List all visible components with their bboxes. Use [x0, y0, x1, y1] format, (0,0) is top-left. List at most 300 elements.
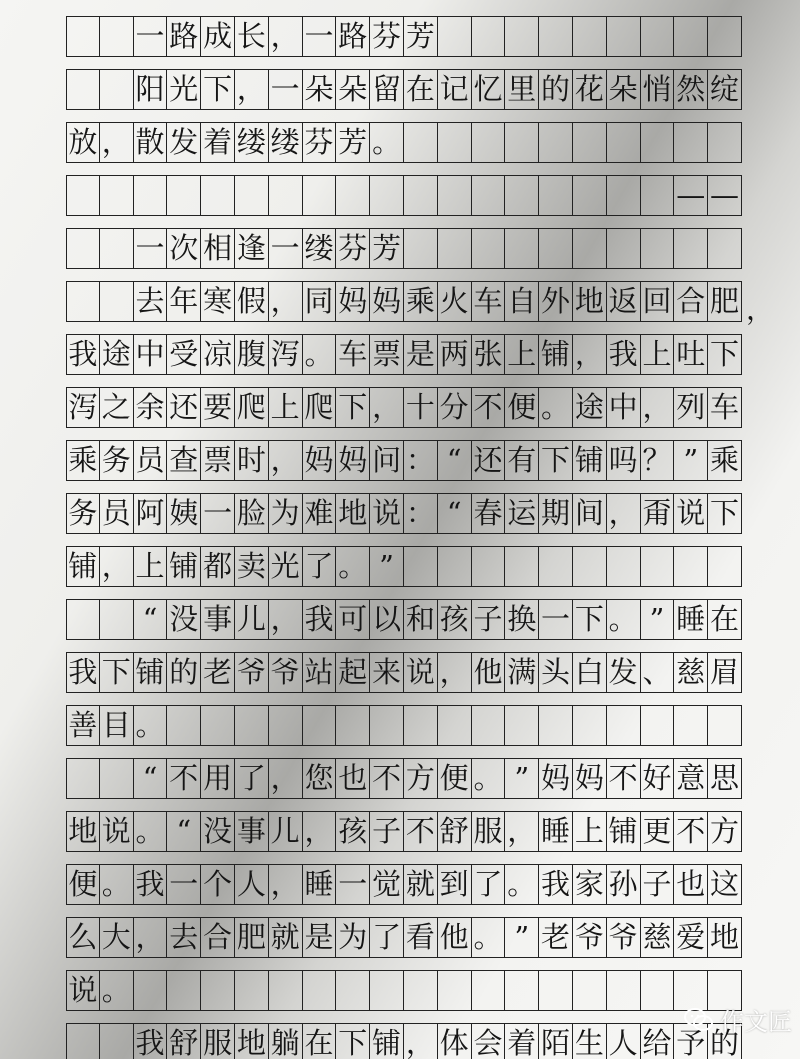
grid-cell: [472, 17, 506, 56]
grid-cell: 就: [269, 918, 303, 957]
grid-cell: [438, 176, 472, 215]
wechat-icon: [684, 1007, 714, 1033]
grid-cell: 年: [167, 282, 201, 321]
grid-row: [66, 228, 742, 269]
grid-cell: [269, 176, 303, 215]
grid-cell: [573, 17, 607, 56]
grid-cell: 的: [708, 1024, 742, 1059]
grid-cell: [235, 176, 269, 215]
grid-cell: 路: [336, 17, 370, 56]
grid-cell: 朵: [607, 70, 641, 109]
grid-cell: 给: [641, 1024, 675, 1059]
grid-cell: [674, 17, 708, 56]
grid-cell: 上: [505, 335, 539, 374]
grid-cell: 一: [134, 229, 168, 268]
grid-cell: [201, 971, 235, 1010]
grid-cell: 站: [303, 653, 337, 692]
grid-cell: [674, 123, 708, 162]
grid-cell: 甭: [641, 494, 675, 533]
grid-cell: 列: [674, 388, 708, 427]
grid-cell: 他: [472, 653, 506, 692]
grid-cell: 同: [303, 282, 337, 321]
grid-cell: [404, 547, 438, 586]
grid-cell: 也: [674, 865, 708, 904]
grid-cell: 了: [370, 918, 404, 957]
grid-cell: [370, 706, 404, 745]
grid-cell: [573, 123, 607, 162]
grid-cell: 一: [539, 600, 573, 639]
grid-cell: [66, 229, 100, 268]
grid-cell: 合: [201, 918, 235, 957]
grid-cell: ，: [134, 918, 168, 957]
grid-row: [66, 652, 742, 693]
grid-cell: ，: [269, 600, 303, 639]
grid-cell: 朵: [303, 70, 337, 109]
grid-cell: 发: [167, 123, 201, 162]
grid-cell: 没: [201, 812, 235, 851]
grid-cell: 。: [607, 600, 641, 639]
grid-cell: 芳: [404, 17, 438, 56]
grid-cell: 不: [167, 759, 201, 798]
grid-cell: 下: [201, 70, 235, 109]
grid-cell: 。: [303, 335, 337, 374]
grid-cell: 合: [674, 282, 708, 321]
grid-cell: 逢: [235, 229, 269, 268]
grid-cell: [100, 1024, 134, 1059]
grid-cell: ”: [641, 600, 675, 639]
grid-cell: 乘: [66, 441, 100, 480]
grid-cell: 票: [201, 441, 235, 480]
grid-cell: 肥: [708, 282, 742, 321]
grid-cell: 。: [100, 971, 134, 1010]
grid-cell: 地: [66, 812, 100, 851]
grid-cell: 人: [607, 1024, 641, 1059]
grid-cell: 芬: [303, 123, 337, 162]
grid-cell: 两: [438, 335, 472, 374]
grid-cell: [336, 706, 370, 745]
grid-cell: [66, 70, 100, 109]
grid-cell: 难: [303, 494, 337, 533]
grid-cell: 肥: [235, 918, 269, 957]
watermark-text: 作文匠: [720, 1009, 792, 1036]
grid-cell: [674, 229, 708, 268]
grid-cell: 芬: [336, 229, 370, 268]
grid-cell: 一: [167, 865, 201, 904]
grid-cell: 光: [269, 547, 303, 586]
grid-cell: [100, 282, 134, 321]
grid-cell: 眉: [708, 653, 742, 692]
grid-cell: 爬: [235, 388, 269, 427]
grid-cell: 子: [472, 600, 506, 639]
grid-cell: “: [167, 812, 201, 851]
grid-cell: 假: [235, 282, 269, 321]
grid-cell: 在: [303, 1024, 337, 1059]
grid-cell: 途: [100, 335, 134, 374]
grid-cell: [607, 706, 641, 745]
grid-cell: 的: [167, 653, 201, 692]
grid-cell: 换: [505, 600, 539, 639]
grid-cell: 外: [539, 282, 573, 321]
grid-cell: 爷: [235, 653, 269, 692]
grid-cell: 铺: [134, 653, 168, 692]
grid-cell: ”: [674, 441, 708, 480]
grid-cell: [66, 176, 100, 215]
grid-cell: 也: [336, 759, 370, 798]
grid-cell: 阿: [134, 494, 168, 533]
grid-row: [66, 334, 742, 375]
grid-cell: 的: [539, 70, 573, 109]
grid-cell: 体: [438, 1024, 472, 1059]
grid-cell: 妈: [303, 441, 337, 480]
grid-cell: 事: [201, 600, 235, 639]
grid-cell: [167, 176, 201, 215]
grid-cell: [438, 229, 472, 268]
grid-cell: 一: [336, 865, 370, 904]
grid-cell: 老: [539, 918, 573, 957]
grid-cell: 中: [134, 335, 168, 374]
grid-cell: 芳: [336, 123, 370, 162]
grid-cell: [404, 706, 438, 745]
grid-cell: [539, 17, 573, 56]
grid-cell: 说: [100, 812, 134, 851]
grid-cell: 不: [674, 812, 708, 851]
grid-cell: ，: [269, 17, 303, 56]
grid-cell: 生: [573, 1024, 607, 1059]
grid-cell: 下: [336, 1024, 370, 1059]
grid-cell: 时: [235, 441, 269, 480]
grid-cell: [100, 759, 134, 798]
grid-cell: 运: [505, 494, 539, 533]
grid-cell: 芬: [370, 17, 404, 56]
grid-cell: ，: [269, 441, 303, 480]
grid-cell: 还: [167, 388, 201, 427]
grid-cell: 铺: [573, 441, 607, 480]
grid-cell: “: [438, 494, 472, 533]
grid-cell: ”: [505, 918, 539, 957]
grid-row: [66, 705, 742, 746]
grid-cell: 间: [573, 494, 607, 533]
grid-cell: 睡: [674, 600, 708, 639]
grid-cell: 妈: [573, 759, 607, 798]
grid-cell: 慈: [674, 653, 708, 692]
grid-cell: 是: [303, 918, 337, 957]
grid-cell: 铺: [539, 335, 573, 374]
grid-cell: [303, 971, 337, 1010]
grid-cell: [438, 123, 472, 162]
grid-cell: 一: [269, 70, 303, 109]
grid-cell: [505, 123, 539, 162]
grid-cell: 人: [235, 865, 269, 904]
grid-cell: 缕: [269, 123, 303, 162]
grid-cell: [472, 706, 506, 745]
grid-cell: 腹: [235, 335, 269, 374]
grid-cell: 发: [607, 653, 641, 692]
grid-cell: 我: [134, 865, 168, 904]
grid-cell: 铺: [607, 812, 641, 851]
grid-cell: [539, 123, 573, 162]
grid-row: [66, 387, 742, 428]
grid-row: [66, 864, 742, 905]
grid-cell: 芳: [370, 229, 404, 268]
grid-cell: [472, 971, 506, 1010]
grid-row: [66, 16, 742, 57]
grid-cell: 妈: [539, 759, 573, 798]
grid-cell: 说: [674, 494, 708, 533]
grid-cell: 我: [66, 335, 100, 374]
grid-cell: ，: [505, 812, 539, 851]
grid-cell: 上: [573, 812, 607, 851]
grid-cell: ，: [303, 812, 337, 851]
grid-cell: [573, 176, 607, 215]
grid-cell: 员: [100, 494, 134, 533]
grid-cell: [303, 176, 337, 215]
grid-cell: 觉: [370, 865, 404, 904]
grid-cell: [573, 971, 607, 1010]
grid-cell: 睡: [539, 812, 573, 851]
grid-cell: [641, 123, 675, 162]
grid-cell: [708, 547, 742, 586]
grid-cell: [100, 17, 134, 56]
grid-cell: 凉: [201, 335, 235, 374]
grid-cell: 光: [167, 70, 201, 109]
grid-cell: 缕: [235, 123, 269, 162]
grid-cell: 下: [539, 441, 573, 480]
grid-cell: 务: [66, 494, 100, 533]
grid-cell: [641, 971, 675, 1010]
grid-cell: 返: [607, 282, 641, 321]
grid-cell: 他: [438, 918, 472, 957]
grid-cell: 爷: [607, 918, 641, 957]
grid-cell: [505, 17, 539, 56]
grid-cell: [708, 229, 742, 268]
grid-cell: 吐: [674, 335, 708, 374]
grid-cell: 地: [336, 494, 370, 533]
grid-cell: [235, 971, 269, 1010]
grid-cell: [438, 706, 472, 745]
grid-cell: [472, 123, 506, 162]
grid-cell: 妈: [370, 282, 404, 321]
grid-row: [66, 122, 742, 163]
grid-cell: 车: [336, 335, 370, 374]
grid-cell: [303, 706, 337, 745]
grid-cell: [472, 229, 506, 268]
grid-cell: 务: [100, 441, 134, 480]
grid-cell: 之: [100, 388, 134, 427]
grid-cell: [607, 547, 641, 586]
grid-cell: 儿: [235, 600, 269, 639]
grid-cell: 好: [641, 759, 675, 798]
grid-cell: 为: [336, 918, 370, 957]
grid-cell: 还: [472, 441, 506, 480]
grid-cell: 然: [674, 70, 708, 109]
grid-cell: 以: [370, 600, 404, 639]
grid-cell: [641, 706, 675, 745]
grid-cell: ，: [269, 759, 303, 798]
grid-cell: 着: [505, 1024, 539, 1059]
grid-cell: [438, 547, 472, 586]
grid-cell: [539, 971, 573, 1010]
grid-cell: 回: [641, 282, 675, 321]
grid-cell: 舒: [438, 812, 472, 851]
overflow-comma: ，: [746, 293, 775, 326]
grid-cell: 都: [201, 547, 235, 586]
grid-cell: [505, 547, 539, 586]
grid-cell: 这: [708, 865, 742, 904]
grid-cell: [404, 229, 438, 268]
grid-cell: 成: [201, 17, 235, 56]
grid-cell: 途: [573, 388, 607, 427]
grid-cell: 和: [404, 600, 438, 639]
grid-cell: 一: [134, 17, 168, 56]
grid-cell: [269, 706, 303, 745]
grid-cell: [539, 176, 573, 215]
grid-cell: 上: [641, 335, 675, 374]
grid-cell: 意: [674, 759, 708, 798]
grid-cell: 白: [573, 653, 607, 692]
grid-cell: 上: [134, 547, 168, 586]
grid-cell: 乘: [404, 282, 438, 321]
grid-cell: [641, 547, 675, 586]
grid-cell: 更: [641, 812, 675, 851]
grid-row: [66, 69, 742, 110]
grid-cell: 上: [269, 388, 303, 427]
grid-cell: 孩: [438, 600, 472, 639]
grid-cell: 服: [201, 1024, 235, 1059]
grid-cell: [505, 176, 539, 215]
grid-cell: [539, 229, 573, 268]
watermark: [684, 1002, 792, 1037]
grid-cell: 地: [708, 918, 742, 957]
grid-cell: 次: [167, 229, 201, 268]
grid-cell: 寒: [201, 282, 235, 321]
grid-cell: 相: [201, 229, 235, 268]
grid-cell: [100, 600, 134, 639]
grid-cell: 没: [167, 600, 201, 639]
grid-cell: 铺: [66, 547, 100, 586]
grid-cell: 一: [269, 229, 303, 268]
grid-row: [66, 599, 742, 640]
grid-cell: 春: [472, 494, 506, 533]
grid-cell: ，: [573, 335, 607, 374]
grid-cell: 铺: [370, 1024, 404, 1059]
grid-cell: 我: [66, 653, 100, 692]
grid-cell: [438, 17, 472, 56]
grid-cell: 爷: [573, 918, 607, 957]
grid-cell: 绽: [708, 70, 742, 109]
grid-cell: ，: [269, 282, 303, 321]
grid-cell: [66, 17, 100, 56]
grid-cell: 爬: [303, 388, 337, 427]
grid-cell: —: [674, 176, 708, 215]
grid-cell: 地: [235, 1024, 269, 1059]
grid-cell: 车: [472, 282, 506, 321]
grid-cell: 看: [404, 918, 438, 957]
grid-cell: 大: [100, 918, 134, 957]
grid-cell: 满: [505, 653, 539, 692]
grid-cell: 卖: [235, 547, 269, 586]
grid-cell: 。: [100, 865, 134, 904]
grid-cell: 目: [100, 706, 134, 745]
grid-cell: 妈: [336, 282, 370, 321]
grid-cell: 散: [134, 123, 168, 162]
grid-cell: 起: [336, 653, 370, 692]
grid-cell: 善: [66, 706, 100, 745]
grid-cell: [66, 1024, 100, 1059]
grid-cell: [573, 706, 607, 745]
grid-cell: [607, 123, 641, 162]
grid-cell: 服: [472, 812, 506, 851]
grid-row: [66, 440, 742, 481]
grid-row: [66, 811, 742, 852]
grid-cell: 来: [370, 653, 404, 692]
grid-row: [66, 281, 742, 322]
grid-cell: 予: [674, 1024, 708, 1059]
grid-cell: ，: [641, 388, 675, 427]
grid-cell: 在: [404, 70, 438, 109]
grid-cell: 火: [438, 282, 472, 321]
grid-cell: [607, 229, 641, 268]
grid-cell: [438, 971, 472, 1010]
grid-cell: [134, 971, 168, 1010]
grid-cell: 去: [134, 282, 168, 321]
grid-cell: 了: [472, 865, 506, 904]
grid-cell: 留: [370, 70, 404, 109]
grid-cell: 便: [505, 388, 539, 427]
grid-cell: ，: [404, 1024, 438, 1059]
grid-cell: 会: [472, 1024, 506, 1059]
grid-cell: 长: [235, 17, 269, 56]
grid-cell: 我: [134, 1024, 168, 1059]
grid-cell: 问: [370, 441, 404, 480]
grid-cell: 姨: [167, 494, 201, 533]
grid-cell: “: [438, 441, 472, 480]
grid-cell: 说: [66, 971, 100, 1010]
grid-cell: 陌: [539, 1024, 573, 1059]
grid-cell: 说: [404, 653, 438, 692]
grid-cell: 要: [201, 388, 235, 427]
grid-cell: 员: [134, 441, 168, 480]
grid-cell: [539, 706, 573, 745]
grid-cell: 是: [404, 335, 438, 374]
grid-row: [66, 970, 742, 1011]
grid-cell: 就: [404, 865, 438, 904]
grid-cell: 便: [66, 865, 100, 904]
grid-cell: 。: [505, 865, 539, 904]
grid-cell: 。: [134, 812, 168, 851]
grid-cell: [134, 176, 168, 215]
grid-cell: 老: [201, 653, 235, 692]
grid-cell: 舒: [167, 1024, 201, 1059]
grid-cell: 。: [472, 918, 506, 957]
grid-cell: 。: [539, 388, 573, 427]
grid-cell: [505, 229, 539, 268]
grid-cell: 在: [708, 600, 742, 639]
grid-cell: 、: [641, 653, 675, 692]
grid-cell: [235, 706, 269, 745]
grid-cell: 方: [708, 812, 742, 851]
grid-cell: [573, 229, 607, 268]
grid-cell: —: [708, 176, 742, 215]
grid-cell: 说: [370, 494, 404, 533]
grid-cell: [641, 17, 675, 56]
grid-cell: 票: [370, 335, 404, 374]
grid-cell: 爱: [674, 918, 708, 957]
grid-cell: 中: [607, 388, 641, 427]
grid-cell: 十: [404, 388, 438, 427]
grid-cell: 自: [505, 282, 539, 321]
grid-cell: ：: [404, 441, 438, 480]
grid-cell: 。: [370, 123, 404, 162]
